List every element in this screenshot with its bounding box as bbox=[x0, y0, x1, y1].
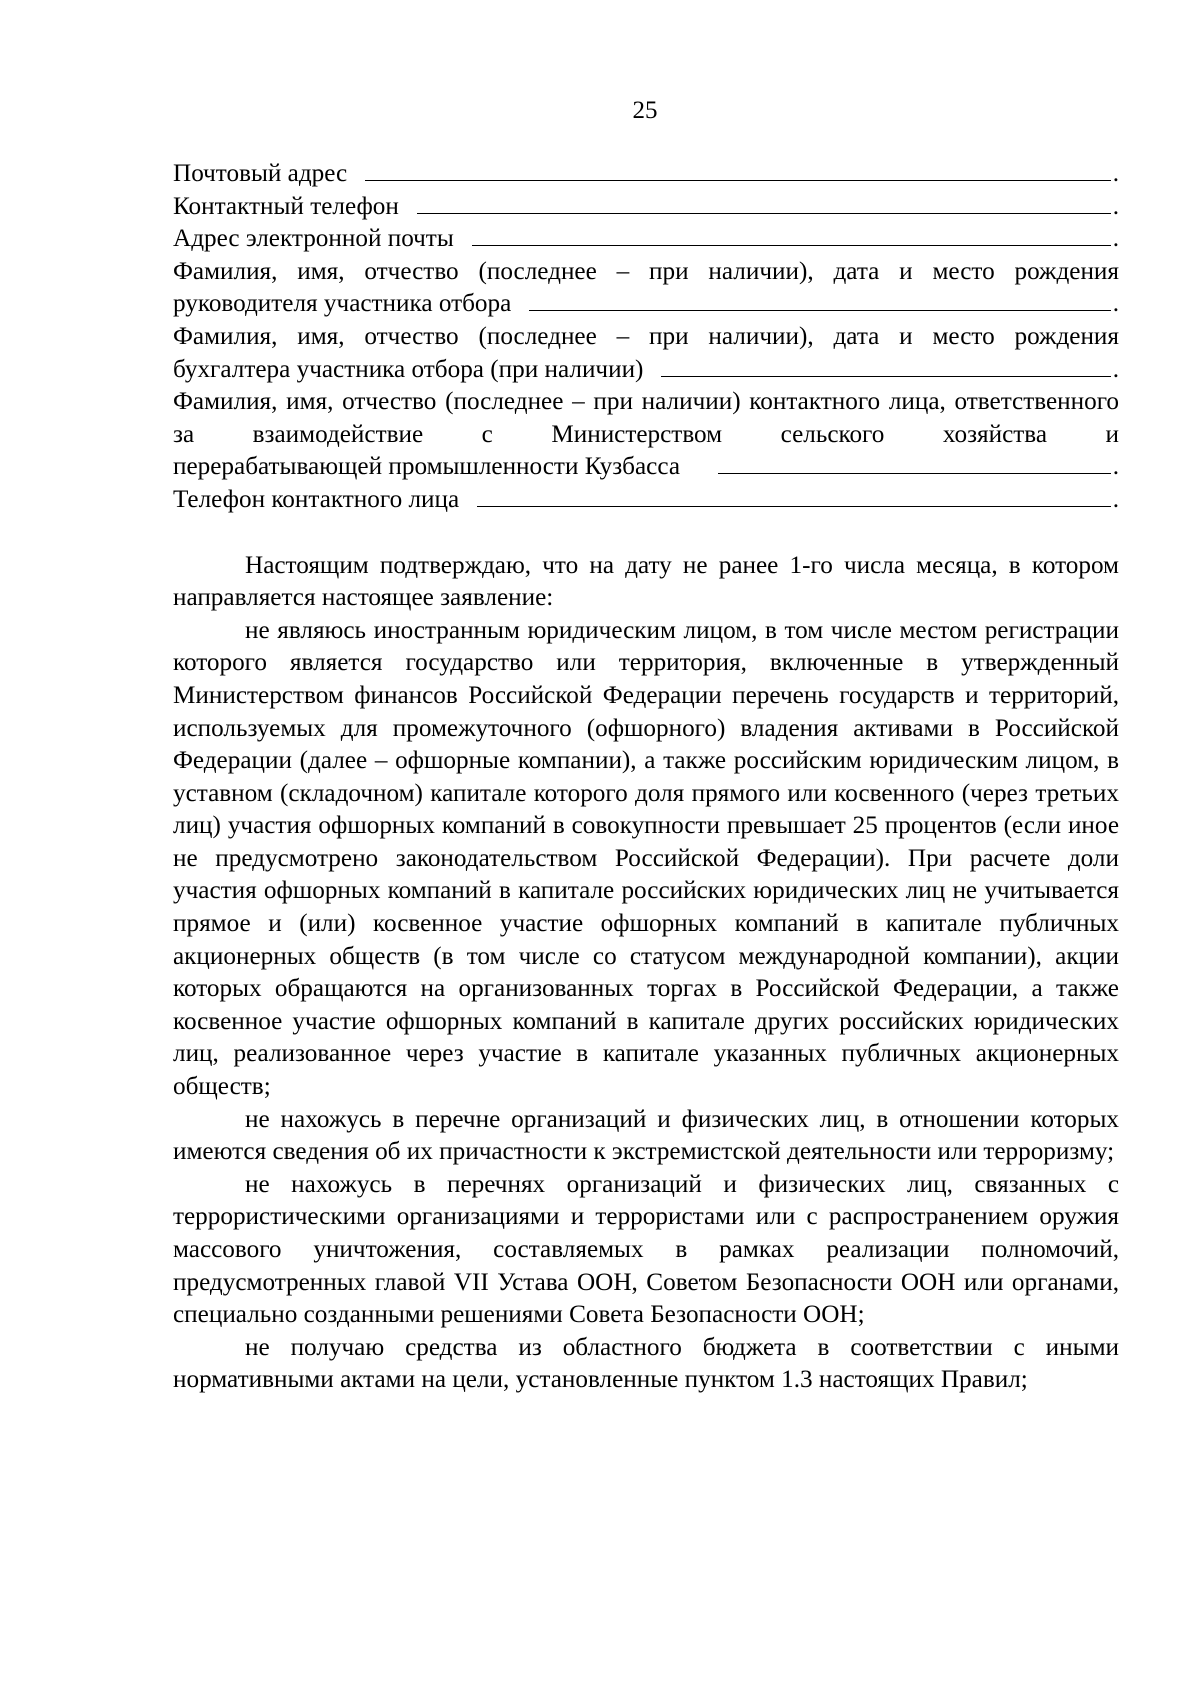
contact-person-phone-field bbox=[173, 484, 1119, 517]
contact-person-label: Фамилия, имя, отчество (последнее – при наличии) контактного лица, ответственного за взаимодействие с Министерством сельского хозяйства и bbox=[173, 388, 1119, 448]
contact-person-phone-blank[interactable] bbox=[477, 486, 1111, 507]
extremism-statement-paragraph: не нахожусь в перечне организаций и физических лиц, в отношении которых имеются сведения об их причастности к экстремистской деятельности или терроризму; bbox=[173, 1105, 1119, 1166]
field-end-mark: . bbox=[1112, 290, 1119, 318]
accountant-info-field bbox=[173, 354, 1119, 387]
contact-phone-blank[interactable] bbox=[417, 193, 1111, 214]
email-field bbox=[173, 223, 1119, 256]
field-end-mark: . bbox=[1112, 225, 1119, 253]
postal-address-label: Почтовый адрес bbox=[173, 160, 348, 187]
postal-address-blank[interactable] bbox=[365, 160, 1110, 181]
page-number: 25 bbox=[632, 97, 658, 124]
director-info-label: Фамилия, имя, отчество (последнее – при наличии), дата и место рождения bbox=[173, 257, 1119, 285]
email-label: Адрес электронной почты bbox=[173, 225, 454, 253]
contact-person-label-cont: перерабатывающей промышленности Кузбасса bbox=[173, 453, 681, 481]
director-info-label-cont: руководителя участника отбора bbox=[173, 290, 512, 318]
application-form-page bbox=[173, 158, 1119, 1397]
contact-person-blank[interactable] bbox=[718, 453, 1111, 474]
field-end-mark: . bbox=[1112, 160, 1119, 187]
accountant-info-blank[interactable] bbox=[661, 356, 1110, 377]
offshore-statement-paragraph: не являюсь иностранным юридическим лицом, в том числе местом регистрации которого является государство или территория, включенные в утвержденный Министерством финансов Российской Федерации перечень государств и территорий, используемых для промежуточного (офшорного) владения активами в Российской Федерации (далее – офшорные компании), а также российским юридическим лицом, в уставном (складочном) капитале которого доля прямого или косвенного (через третьих лиц) участия офшорных компаний в совокупности превышает 25 процентов (если иное не предусмотрено законодательством Российской Федерации). При расчете доли участия офшорных компаний в капитале российских юридических лиц не учитывается прямое и (или) косвенное участие офшорных компаний в капитале публичных акционерных обществ (в том числе со статусом международной компании), акции которых обращаются на организованных торгах в Российской Федерации, а также косвенное участие офшорных компаний в капитале других российских юридических лиц, реализованное через участие в капитале указанных публичных акционерных обществ; bbox=[173, 616, 1119, 1101]
terrorism-list-statement-paragraph: не нахожусь в перечнях организаций и физических лиц, связанных с террористическими организациями и террористами или с распространением оружия массового уничтожения, составляемых в рамках реализации полномочий, предусмотренных главой VII Устава ООН, Советом Безопасности ООН или органами, специально созданными решениями Совета Безопасности ООН; bbox=[173, 1170, 1119, 1329]
contact-phone-label: Контактный телефон bbox=[173, 192, 399, 220]
contact-person-field bbox=[173, 451, 1119, 484]
field-end-mark: . bbox=[1112, 485, 1119, 513]
contact-person-phone-label: Телефон контактного лица bbox=[173, 485, 460, 513]
postal-address-field bbox=[173, 158, 1119, 191]
section-spacer bbox=[173, 517, 1119, 550]
budget-funds-statement-paragraph: не получаю средства из областного бюджета в соответствии с иными нормативными актами на цели, установленные пунктом 1.3 настоящих Правил; bbox=[173, 1333, 1119, 1394]
director-info-blank[interactable] bbox=[529, 290, 1110, 311]
field-end-mark: . bbox=[1112, 355, 1119, 383]
confirmation-intro-paragraph: Настоящим подтверждаю, что на дату не ранее 1-го числа месяца, в котором направляется настоящее заявление: bbox=[173, 551, 1119, 612]
accountant-info-label: Фамилия, имя, отчество (последнее – при наличии), дата и место рождения bbox=[173, 322, 1119, 350]
field-end-mark: . bbox=[1112, 192, 1119, 220]
director-info-field bbox=[173, 288, 1119, 321]
field-end-mark: . bbox=[1112, 453, 1119, 481]
contact-phone-field bbox=[173, 191, 1119, 224]
accountant-info-label-cont: бухгалтера участника отбора (при наличии) bbox=[173, 355, 644, 383]
email-blank[interactable] bbox=[472, 225, 1111, 246]
